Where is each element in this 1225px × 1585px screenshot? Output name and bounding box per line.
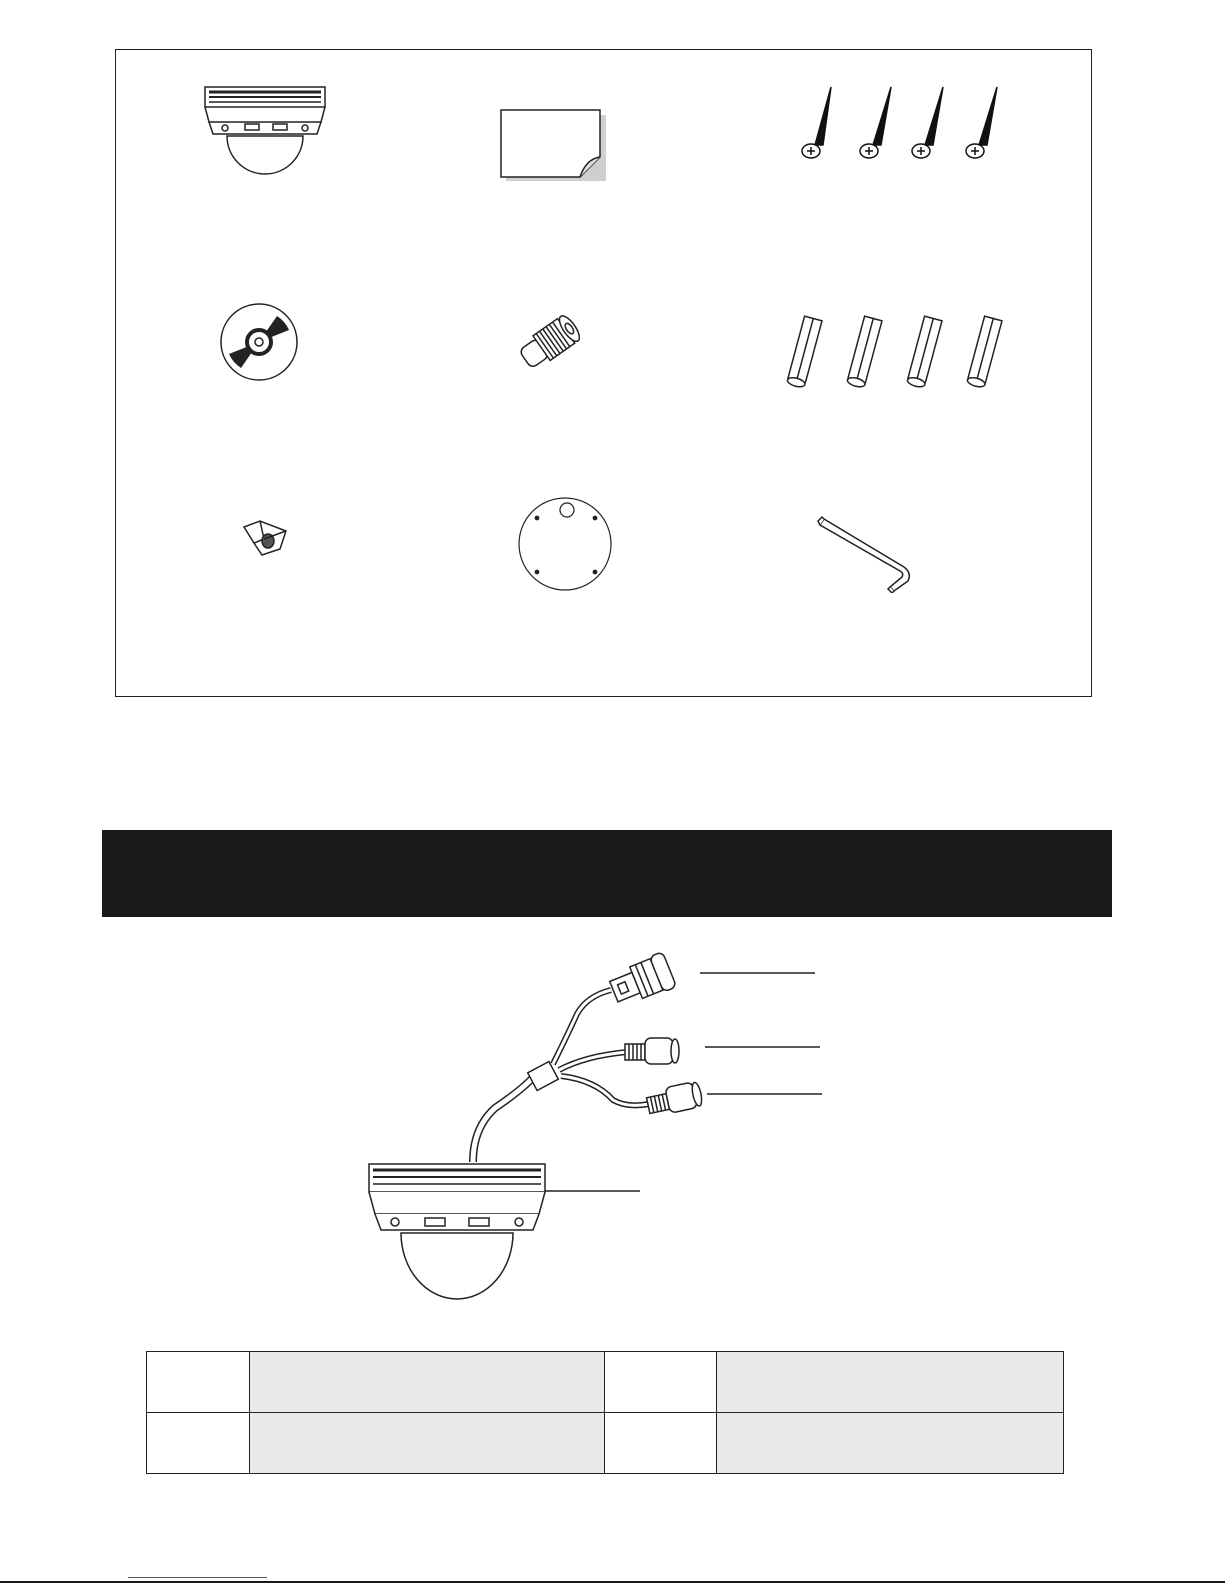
parts-table — [146, 1351, 1064, 1474]
waterproof-connector-icon — [505, 303, 595, 378]
dome-camera-icon — [195, 82, 335, 194]
rj45-connector-icon — [607, 952, 677, 1010]
document-sheet-icon — [498, 107, 610, 187]
wall-anchor-icon — [906, 316, 942, 388]
wall-anchor-icon — [846, 316, 882, 388]
screw-icon — [802, 87, 831, 158]
table-row — [147, 1413, 1064, 1474]
screw-icon — [860, 87, 891, 158]
cd-disc-icon — [219, 302, 299, 382]
footer-link-underline[interactable] — [128, 1577, 267, 1578]
table-cell — [147, 1352, 250, 1413]
section-header-bar — [102, 830, 1112, 917]
dome-camera-with-cables-icon — [355, 948, 830, 1304]
wall-anchor-set-icon — [773, 313, 1013, 401]
table-cell — [605, 1352, 717, 1413]
table-cell — [147, 1413, 250, 1474]
footer-rule — [0, 1581, 1225, 1583]
screw-icon — [966, 87, 997, 158]
table-row — [147, 1352, 1064, 1413]
allen-key-icon — [816, 511, 916, 593]
mounting-template-icon — [515, 496, 615, 592]
wall-anchor-icon — [786, 316, 822, 388]
table-cell — [605, 1413, 717, 1474]
screw-set-icon — [793, 85, 1008, 163]
dc-connector-icon — [625, 1038, 679, 1064]
dc-connector-icon — [645, 1081, 703, 1118]
camera-body-icon — [369, 1164, 545, 1299]
wall-anchor-icon — [966, 316, 1002, 388]
cable-clip-icon — [240, 517, 290, 562]
screw-icon — [912, 87, 943, 158]
table-cell — [250, 1352, 605, 1413]
table-cell — [717, 1413, 1064, 1474]
table-cell — [250, 1413, 605, 1474]
section-title — [102, 858, 122, 888]
table-cell — [717, 1352, 1064, 1413]
